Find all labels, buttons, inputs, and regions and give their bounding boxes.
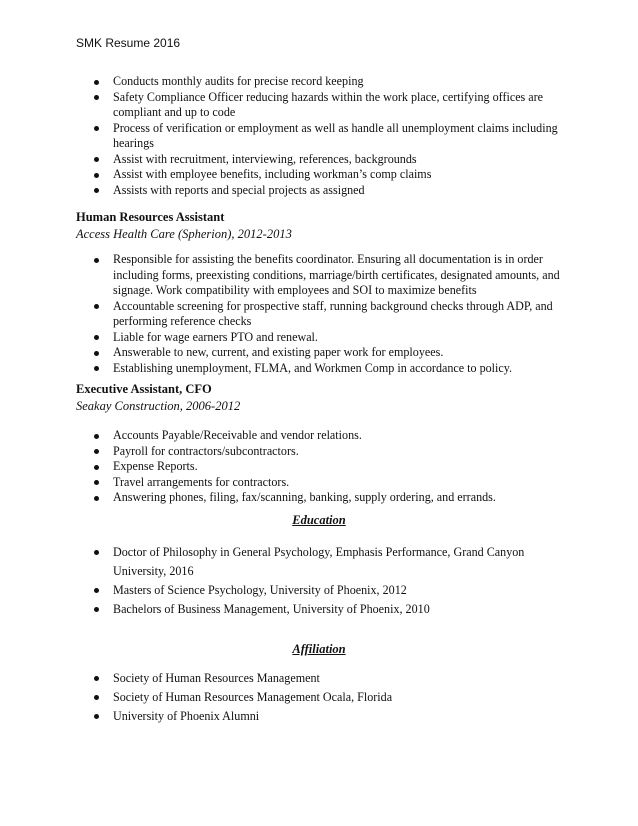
job-bullet-list: [0, 252, 638, 376]
list-item: Answerable to new, current, and existing paper work for employees.: [0, 345, 638, 361]
affiliation-heading: Affiliation: [292, 642, 346, 656]
list-item: Expense Reports.: [0, 459, 638, 475]
bullet-icon: [94, 465, 99, 470]
list-item: Doctor of Philosophy in General Psychology, Emphasis Performance, Grand Canyon University, 2016: [0, 543, 638, 581]
document-header: SMK Resume 2016: [76, 36, 181, 50]
job-title: Human Resources Assistant: [76, 210, 225, 224]
list-item: Travel arrangements for contractors.: [0, 475, 638, 491]
bullet-icon: [94, 449, 99, 454]
affiliation-list: [0, 669, 638, 726]
job-bullet-list: [0, 428, 638, 506]
education-list: [0, 543, 638, 619]
list-item: Process of verification or employment as well as handle all unemployment claims including hearings: [0, 121, 638, 152]
list-item: Accountable screening for prospective staff, running background checks through ADP, and performing reference checks: [0, 299, 638, 330]
list-item: Bachelors of Business Management, University of Phoenix, 2010: [0, 600, 638, 619]
bullet-icon: [94, 714, 99, 719]
bullet-icon: [94, 95, 99, 100]
bullet-icon: [94, 366, 99, 371]
list-item: Assist with employee benefits, including workman’s comp claims: [0, 167, 638, 183]
bullet-icon: [94, 676, 99, 681]
list-item: Establishing unemployment, FLMA, and Workmen Comp in accordance to policy.: [0, 361, 638, 377]
bullet-icon: [94, 304, 99, 309]
list-item: Masters of Science Psychology, University of Phoenix, 2012: [0, 581, 638, 600]
list-item: University of Phoenix Alumni: [0, 707, 638, 726]
bullet-icon: [94, 351, 99, 356]
bullet-icon: [94, 434, 99, 439]
list-item: Safety Compliance Officer reducing hazards within the work place, certifying offices are compliant and up to code: [0, 90, 638, 121]
job-title: Executive Assistant, CFO: [76, 382, 212, 396]
list-item: Conducts monthly audits for precise record keeping: [0, 74, 638, 90]
job-company: Seakay Construction, 2006-2012: [76, 399, 241, 413]
bullet-icon: [94, 80, 99, 85]
bullet-icon: [94, 550, 99, 555]
bullet-icon: [94, 157, 99, 162]
list-item: Payroll for contractors/subcontractors.: [0, 444, 638, 460]
list-item: Assists with reports and special projects as assigned: [0, 183, 638, 199]
bullet-icon: [94, 335, 99, 340]
education-heading: Education: [292, 513, 346, 527]
list-item: Answering phones, filing, fax/scanning, banking, supply ordering, and errands.: [0, 490, 638, 506]
bullet-icon: [94, 173, 99, 178]
job-company: Access Health Care (Spherion), 2012-2013: [76, 227, 292, 241]
bullet-icon: [94, 480, 99, 485]
bullet-icon: [94, 188, 99, 193]
bullet-icon: [94, 695, 99, 700]
bullet-icon: [94, 258, 99, 263]
list-item: Accounts Payable/Receivable and vendor relations.: [0, 428, 638, 444]
list-item: Liable for wage earners PTO and renewal.: [0, 330, 638, 346]
list-item: Society of Human Resources Management Ocala, Florida: [0, 688, 638, 707]
list-item: Responsible for assisting the benefits coordinator. Ensuring all documentation is in order including forms, preexisting conditions, marriage/birth certificates, designated amounts, and signage. Work compatibility with employees and SOI to maximize benefits: [0, 252, 638, 299]
bullet-icon: [94, 496, 99, 501]
list-item: Assist with recruitment, interviewing, references, backgrounds: [0, 152, 638, 168]
bullet-icon: [94, 126, 99, 131]
bullet-icon: [94, 607, 99, 612]
bullet-icon: [94, 588, 99, 593]
intro-bullet-list: [0, 74, 638, 198]
list-item: Society of Human Resources Management: [0, 669, 638, 688]
